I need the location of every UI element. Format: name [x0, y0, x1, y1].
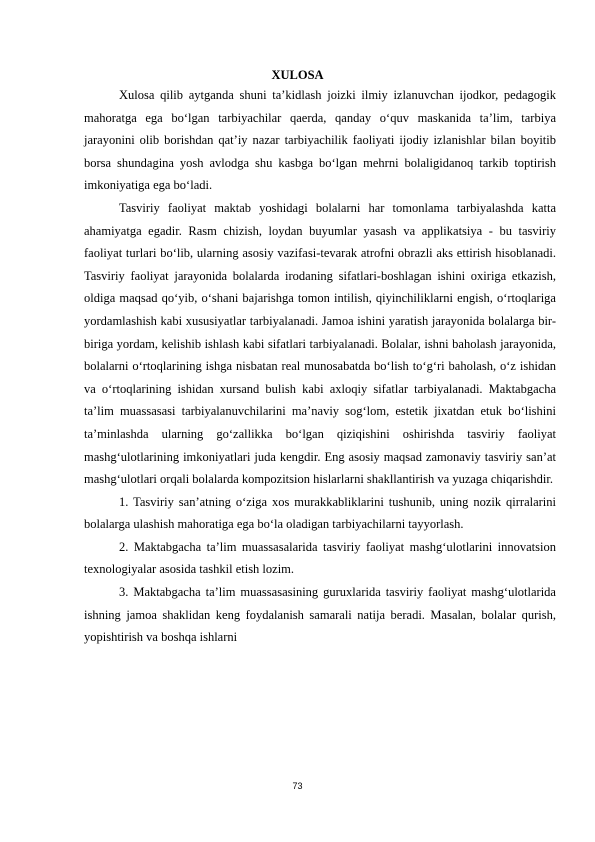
paragraph-point-1: 1. Tasviriy san’atning o‘ziga xos murakkabliklarini tushunib, uning nozik qirralarini bolalarga ulashish mahoratiga ega bo‘la oladigan tarbiyachilarni tayyorlash. — [84, 494, 556, 532]
paragraph-point-3: 3. Maktabgacha ta’lim muassasasining guruxlarida tasviriy faoliyat mashg‘ulotlarida ishning jamoa shaklidan keng foydalanish samarali natija beradi. Masalan, bolalar qurish, yopishtirish va boshqa ishlarni — [84, 585, 556, 645]
paragraph-point-2: 2. Maktabgacha ta’lim muassasalarida tasviriy faoliyat mashg‘ulotlarini innovatsion texnologiyalar asosida tashkil etish lozim. — [84, 539, 556, 577]
paragraph-visual-activity: Tasviriy faoliyat maktab yoshidagi bolalarni har tomonlama tarbiyalashda katta ahamiyatga egadir. Rasm chizish, loydan buyumlar yasash va applikatsiya - bu tasviriy faoliyat turlari bo‘lib, ularning asosiy vazifasi-tevarak atrofni obrazli aks ettirish hisoblanadi. Tasviriy faoliyat jarayonida bolalarda irodaning sifatlari-boshlagan ishini oxiriga etkazish, oldiga maqsad qo‘yib, o‘shani bajarishga tomon intilish, qiyinchiliklarni engish, o‘rtoqlariga yordamlashish kabi xususiyatlar tarbiyalanadi. Jamoa ishini yaratish jarayonida bolalarga bir-biriga yordam, kelishib ishlash kabi sifatlari tarbiyalanadi. Bolalar, ishni baholash jarayonida, bolalarni o‘rtoqlarining ishga nisbatan real munosabatda bo‘lish to‘g‘ri baholash, o‘z ishidan va o‘rtoqlarining ishidan xursand bulish kabi axloqiy sifatlar tarbiyalanadi. Maktabgacha ta’lim muassasasi tarbiyalanuvchilarini ma’naviy sog‘lom, estetik jixatdan etuk bo‘lishini ta’minlashda ularning go‘zallikka bo‘lgan qiziqishini oshirishda tasviriy faoliyat mashg‘ulotlarining imkoniyatlari juda kengdir. Eng asosiy maqsad zamonaviy tasviriy san’at mashg‘ulotlari orqali bolalarda kompozitsion hislarlarni shakllantirish va yuzaga chiqarishdir. — [84, 200, 556, 487]
paragraph-intro: Xulosa qilib aytganda shuni ta’kidlash joizki ilmiy izlanuvchan ijodkor, pedagogik mahoratga ega bo‘lgan tarbiyachilar qaerda, qanday o‘quv maskanida ta’lim, tarbiya jarayonini olib borishdan qat’iy nazar tarbiyachilik faoliyati ijodiy izlanishlar bilan boyitib borsa shundagina yosh avlodga shu kasbga bo‘lgan mehrni bolaligidanoq tarkib toptirish imkoniyatiga ega bo‘ladi. — [84, 88, 556, 193]
page-number: 73 — [292, 781, 303, 791]
body-text — [84, 84, 556, 649]
page-title: XULOSA — [271, 68, 324, 82]
